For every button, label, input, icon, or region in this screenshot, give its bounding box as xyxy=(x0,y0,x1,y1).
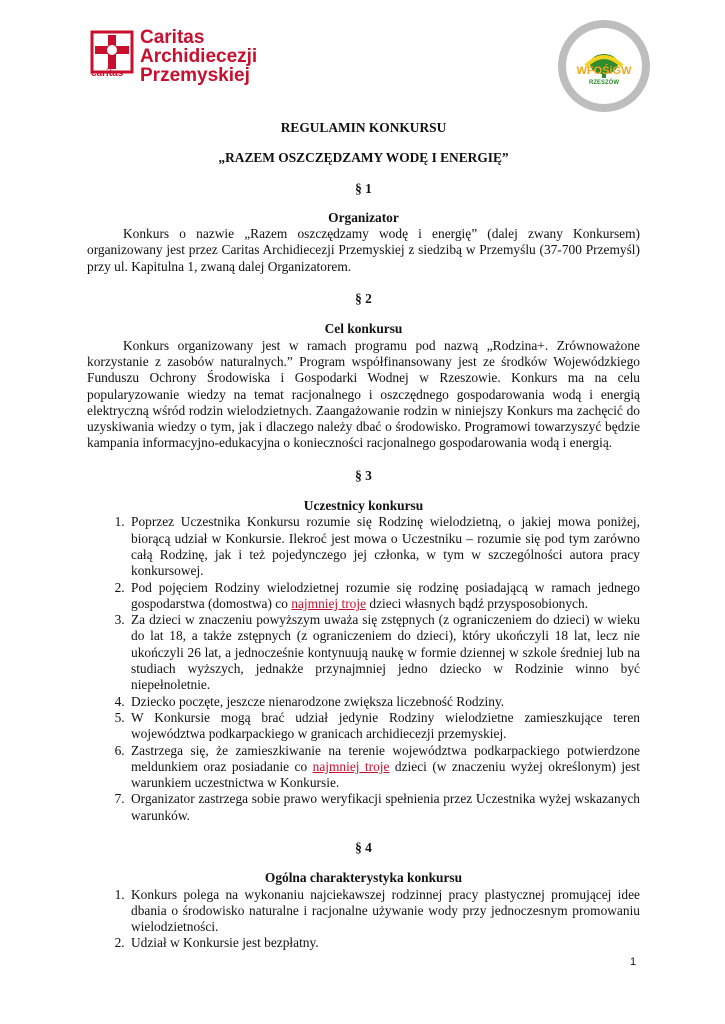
list-item: 1. Konkurs polega na wykonaniu najciekawszej rodzinnej pracy plastycznej promującej idee dbania o środowisko naturalne i racjonalne używanie wody przy jednoczesnym promowaniu wielodzietności. xyxy=(128,887,640,936)
list-item: 5. W Konkursie mogą brać udział jedynie Rodziny wielodzietne zamieszkujące teren województwa podkarpackiego w granicach archidiecezji przemyskiej. xyxy=(128,710,640,743)
section-4-heading: Ogólna charakterystyka konkursu xyxy=(264,870,463,886)
document-subtitle: „RAZEM OSZCZĘDZAMY WODĘ I ENERGIĘ” xyxy=(218,150,509,166)
caritas-name xyxy=(140,28,257,85)
section-1-sign: § 1 xyxy=(355,180,372,196)
list-item: 3. Za dzieci w znaczeniu powyższym uważa się zstępnych (z ograniczeniem do dzieci) w wieku do lat 18, a także zstępnych (z ograniczeniem do dzieci), który ukończyli 18 lat, lecz nie ukończyli 26 lat, a jednocześnie kontynuują naukę w formie dziennej w szkole średniej lub na studiach wyższych, jednakże przynajmniej jedno dziecko w Rodzinie winno być niepełnoletnie. xyxy=(128,612,640,693)
section-3-heading: Uczestnicy konkursu xyxy=(303,498,424,514)
caritas-line3: Przemyskiej xyxy=(140,65,250,86)
section-3-sign: § 3 xyxy=(355,467,372,483)
caritas-line2: Archidiecezji xyxy=(140,46,258,67)
section-1-text: Konkurs o nazwie „Razem oszczędzamy wodę i energię” (dalej zwany Konkursem) organizowany jest przez Caritas Archidiecezji Przemyskiej z siedzibą w Przemyślu (37-700 Przemyśl) przy ul. Kapitulna 1, zwaną dalej Organizatorem. xyxy=(87,226,640,274)
list-item-text: dzieci własnych bądź przysposobionych. xyxy=(366,595,589,611)
list-item-text: Zastrzega się, że zamieszkiwanie na terenie województwa podkarpackiego potwierdzone meldunkiem oraz posiadanie co xyxy=(131,742,640,774)
section-4-list xyxy=(87,887,640,952)
section-1-heading: Organizator xyxy=(328,209,399,225)
list-item-text: dzieci (w znaczeniu wyżej określonym) jest warunkiem uczestnictwa w Konkursie. xyxy=(131,758,640,791)
list-item: 2. Udział w Konkursie jest bezpłatny. xyxy=(128,935,640,951)
section-3-list xyxy=(87,514,640,824)
list-item: 4. Dziecko poczęte, jeszcze nienarodzone zwiększa liczebność Rodziny. xyxy=(128,694,640,710)
section-2-heading: Cel konkursu xyxy=(324,321,403,337)
highlighted-text: najmniej troje xyxy=(312,758,390,774)
list-item: 1. Poprzez Uczestnika Konkursu rozumie się Rodzinę wielodzietną, o jakiej mowa poniżej, biorącą udział w Konkursie. Ilekroć jest mowa o Uczestniku – rozumie się pod tym zarówno całą Rodzinę, jak i też pojedynczego jej członka, w tym w szczególności autora pracy konkursowej. xyxy=(128,514,640,579)
highlighted-text: najmniej troje xyxy=(291,595,367,611)
caritas-logo xyxy=(90,26,258,86)
list-item xyxy=(128,580,640,613)
list-item-text: Pod pojęciem Rodziny wielodzietnej rozumie się rodzinę posiadającą w ramach jednego gospodarstwa (domostwa) co xyxy=(131,579,640,611)
document-body xyxy=(87,120,640,952)
caritas-small-label: caritas xyxy=(91,68,124,79)
section-2-text: Konkurs organizowany jest w ramach programu pod nazwą „Rodzina+. Zrównoważone korzystanie z zasobów naturalnych.” Program współfinansowany jest ze środków Wojewódzkiego Funduszu Ochrony Środowiska i Gospodarki Wodnej w Rzeszowie. Konkurs ma na celu popularyzowanie wiedzy na temat racjonalnego i oszczędnego gospodarowania wodą i energią elektryczną wśród rodzin wielodzietnych. Zaangażowanie rodzin w niniejszy Konkurs ma zachęcić do uzyskiwania wiedzy o tym, jak i dlaczego należy dbać o środowisko. Programowi towarzyszyć będzie kampania informacyjno-edukacyjna o konieczności racjonalnego gospodarowania wodą i energią. xyxy=(87,337,640,451)
page-number: 1 xyxy=(630,956,637,968)
wfos-label: WFOŚiGW xyxy=(576,65,632,77)
document-title: REGULAMIN KONKURSU xyxy=(280,120,447,135)
wfos-city: RZESZÓW xyxy=(589,80,619,86)
wfos-logo xyxy=(556,18,652,114)
list-item: 7. Organizator zastrzega sobie prawo weryfikacji spełnienia przez Uczestnika wyżej wskazanych warunków. xyxy=(128,791,640,824)
section-4-sign: § 4 xyxy=(355,839,372,855)
caritas-line1: Caritas xyxy=(140,27,205,48)
list-item xyxy=(128,743,640,792)
section-2-sign: § 2 xyxy=(355,291,372,307)
